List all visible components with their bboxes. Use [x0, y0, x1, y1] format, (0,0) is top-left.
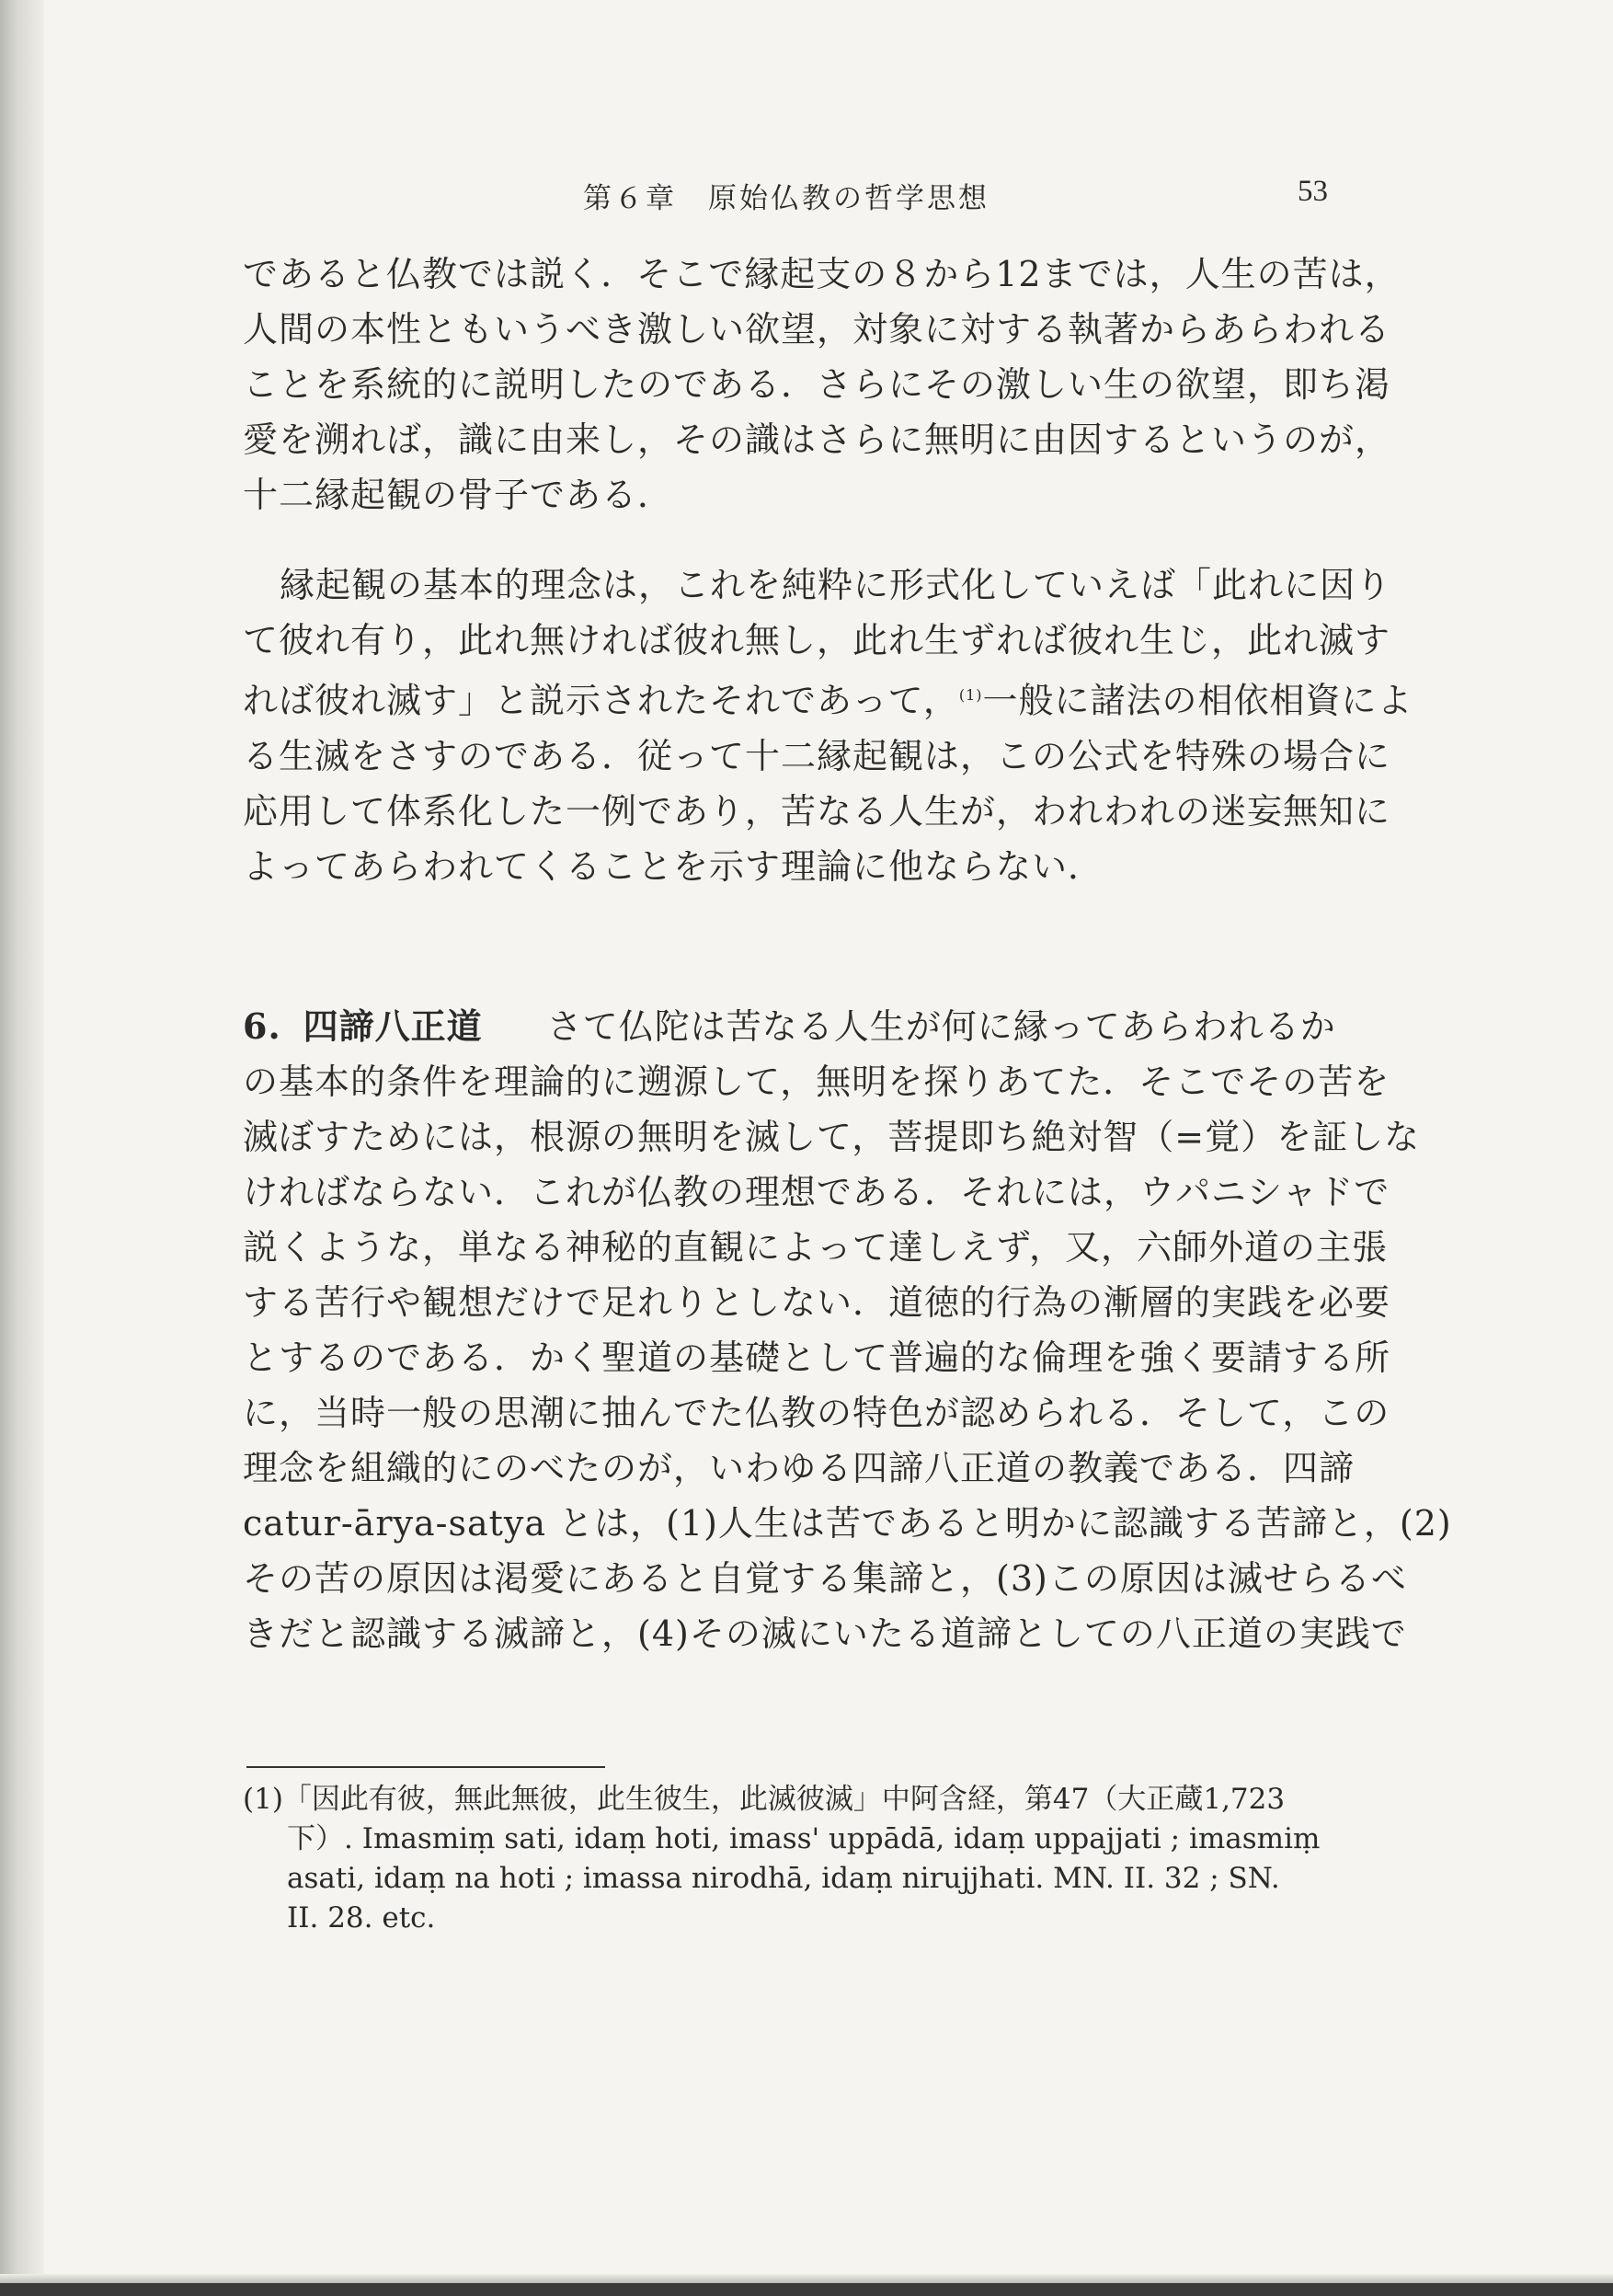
scan-bottom-edge [0, 2283, 1613, 2296]
text-line: て彼れ有り，此れ無ければ彼れ無し，此れ生ずれば彼れ生じ，此れ滅す [243, 620, 1391, 660]
text-line: 応用して体系化した一例であり，苦なる人生が，われわれの迷妄無知に [243, 790, 1391, 832]
text-line: る生滅をさすのである．従って十二縁起観は，この公式を特殊の場合に [243, 735, 1391, 776]
text-line: ければならない．これが仏教の理想である．それには，ウパニシャドで [243, 1172, 1390, 1212]
page-number: 53 [1298, 175, 1328, 208]
paragraph-1 [243, 247, 1401, 522]
text-line: 十二縁起観の骨子である． [243, 475, 674, 515]
text-line: に，当時一般の思潮に抽んでた仏教の特色が認められる．そして，この [243, 1393, 1390, 1433]
text-line: きだと認識する滅諦と，(4)その滅にいたる道諦としての八正道の実践で [243, 1613, 1407, 1654]
page-bottom-shade [0, 2274, 1613, 2283]
text-line: とするのである．かく聖道の基礎として普遍的な倫理を強く要請する所 [243, 1337, 1391, 1378]
text-line: よってあらわれてくることを示す理論に他ならない． [243, 845, 1104, 887]
section-heading-line [243, 999, 1336, 1054]
paragraph-2 [243, 557, 1413, 894]
footnote-divider [246, 1766, 605, 1768]
text-line: catur-ārya-satya とは，(1)人生は苦であると明かに認識する苦諦と，(2) [243, 1503, 1452, 1544]
text-line: ことを系統的に説明したのである．さらにその激しい生の欲望，即ち渇 [243, 364, 1391, 405]
text-fragment: 一般に諸法の相依相資によ [982, 680, 1413, 721]
text-line: の基本的条件を理論的に遡源して，無明を探りあてた．そこでその苦を [243, 1062, 1390, 1102]
text-line: 愛を溯れば，識に由来し，その識はさらに無明に由因するというのが， [243, 419, 1391, 460]
text-line: 説くような，単なる神秘的直観によって達しえず，又，六師外道の主張 [243, 1227, 1388, 1268]
footnote-line: asati, idaṃ na hoti ; imassa nirodhā, idaṃ nirujjhati. MN. II. 32 ; SN. [287, 1862, 1280, 1895]
text-fragment: れば彼れ滅す」と説示されたそれであって， [243, 680, 959, 721]
text-line: 人間の本性ともいうべき激しい欲望，対象に対する執著からあらわれる [243, 309, 1391, 350]
footnote-reference: (1) [958, 686, 983, 704]
page-edge-shadow [0, 0, 44, 2296]
footnote [243, 1780, 1328, 1938]
footnote-line: II. 28. etc. [287, 1901, 436, 1934]
text-line: 滅ぼすためには，根源の無明を滅して，菩提即ち絶対智（=覚）を証しな [243, 1117, 1421, 1157]
section-number: 6. [243, 1005, 281, 1047]
text-line [243, 668, 1413, 729]
running-title: 第６章 原始仏教の哲学思想 [583, 182, 990, 215]
text-line: する苦行や観想だけで足れりとしない．道徳的行為の漸層的実践を必要 [243, 1282, 1391, 1323]
section-four-truths [243, 999, 1452, 1661]
section-title: 四諦八正道 [303, 1006, 483, 1047]
text-line: 縁起観の基本的理念は，これを純粋に形式化していえば「此れに因り [280, 565, 1392, 605]
text-fragment: さて仏陀は苦なる人生が何に縁ってあらわれるか [546, 1006, 1336, 1047]
text-line: であると仏教では説く．そこで縁起支の８から12までは，人生の苦は， [243, 254, 1401, 294]
page-header [243, 175, 1328, 221]
footnote-line: (1)「因此有彼，無此無彼，此生彼生，此滅彼滅」中阿含経，第47（大正蔵1,723 [243, 1783, 1286, 1816]
text-line: 理念を組織的にのべたのが，いわゆる四諦八正道の教義である．四諦 [243, 1448, 1356, 1488]
footnote-line: 下）. Imasmiṃ sati, idaṃ hoti, imass' uppādā, idaṃ uppajjati ; imasmiṃ [287, 1822, 1321, 1855]
text-line: その苦の原因は渇愛にあると自覚する集諦と，(3)この原因は滅せらるべ [243, 1558, 1407, 1599]
